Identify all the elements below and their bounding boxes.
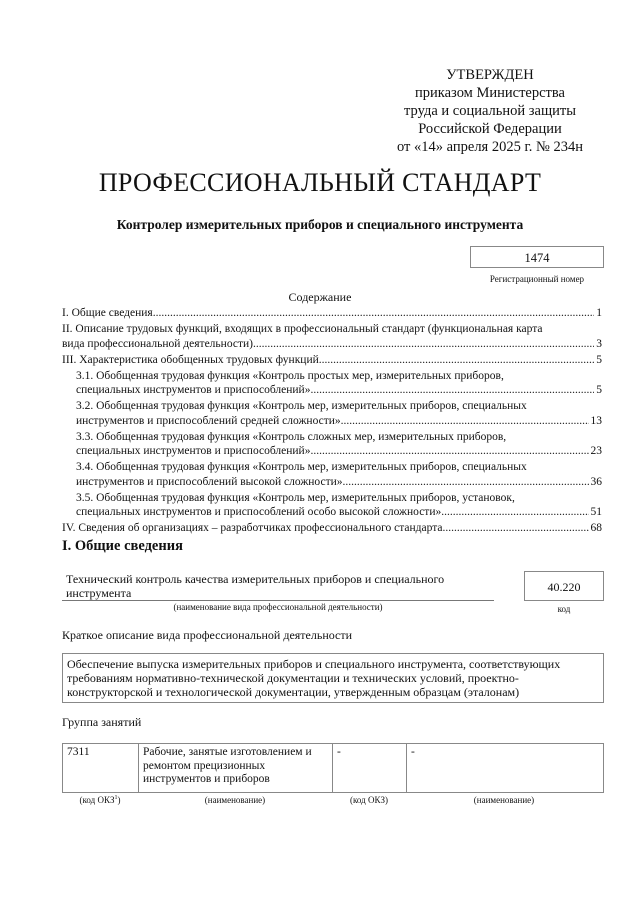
toc-leader-dots — [441, 505, 588, 520]
toc-leader-dots — [153, 306, 595, 321]
occupation-name-1: Рабочие, занятые изготовлением и ремонтом прецизионных инструментов и приборов — [139, 744, 333, 792]
toc-page-number: 3 — [596, 337, 602, 350]
toc-entry-text: III. Характеристика обобщенных трудовых функций — [62, 353, 319, 366]
toc-leader-dots — [310, 444, 588, 459]
toc-entry[interactable] — [62, 430, 602, 459]
toc-entry-text: инструментов и приспособлений высокой сложности» — [76, 475, 343, 488]
toc-entry-text: 3.5. Обобщенная трудовая функция «Контроль мер, измерительных приборов, установок, — [76, 491, 515, 504]
toc-page-number: 5 — [596, 384, 602, 396]
toc-entry[interactable] — [62, 460, 602, 489]
toc-page-number: 68 — [590, 522, 602, 534]
activity-code-caption: код — [557, 604, 571, 614]
toc-page-number: 23 — [590, 445, 602, 457]
caption-name-2: (наименование) — [473, 795, 535, 805]
toc-page-number: 1 — [596, 307, 602, 319]
toc-entry[interactable] — [62, 399, 602, 428]
toc-heading: Содержание — [288, 290, 352, 304]
caption-name-1: (наименование) — [204, 795, 266, 805]
approval-block — [370, 66, 610, 156]
toc-entry-text: I. Общие сведения — [62, 307, 153, 319]
activity-kind-underline — [62, 600, 494, 601]
toc-page-number: 51 — [590, 506, 602, 518]
document-subtitle: Контролер измерительных приборов и специального инструмента — [116, 217, 524, 232]
occupation-code-2: - — [333, 744, 407, 792]
toc-leader-dots — [319, 353, 594, 368]
activity-kind-caption: (наименование вида профессиональной деятельности) — [173, 602, 383, 612]
toc-entry-text: вида профессиональной деятельности) — [62, 337, 253, 350]
approval-line-4: Российской Федерации — [418, 121, 562, 137]
section-heading: I. Общие сведения — [62, 538, 183, 554]
table-of-contents — [62, 306, 602, 537]
toc-entry-text: 3.1. Обобщенная трудовая функция «Контроль простых мер, измерительных приборов, — [76, 369, 504, 382]
document-title: ПРОФЕССИОНАЛЬНЫЙ СТАНДАРТ — [98, 168, 542, 197]
approval-line-1: УТВЕРЖДЕН — [446, 67, 534, 83]
toc-entry-text: 3.3. Обобщенная трудовая функция «Контроль сложных мер, измерительных приборов, — [76, 430, 507, 443]
activity-kind-line-2: инструмента — [66, 586, 132, 600]
toc-entry-text: IV. Сведения об организациях – разработчиках профессионального стандарта — [62, 522, 443, 534]
toc-entry-text: II. Описание трудовых функций, входящих в профессиональный стандарт (функциональная карта — [62, 323, 543, 335]
approval-line-2: приказом Министерства — [415, 85, 565, 101]
toc-entry[interactable] — [62, 322, 602, 351]
registration-number-box: 1474 — [470, 246, 604, 268]
approval-line-5: от «14» апреля 2025 г. № 234н — [396, 139, 584, 155]
toc-leader-dots — [341, 414, 589, 429]
toc-entry-text: 3.4. Обобщенная трудовая функция «Контроль мер, измерительных приборов, специальных — [76, 461, 527, 473]
occupation-group-label: Группа занятий — [62, 715, 142, 729]
toc-leader-dots — [310, 383, 594, 398]
approval-line-3: труда и социальной защиты — [404, 103, 576, 119]
toc-entry-text: инструментов и приспособлений средней сложности» — [76, 414, 341, 427]
occupation-table — [62, 743, 604, 793]
activity-kind-line-1: Технический контроль качества измерительных приборов и специального — [66, 572, 445, 586]
toc-entry-text: специальных инструментов и приспособлений» — [76, 445, 311, 457]
short-description-label: Краткое описание вида профессиональной деятельности — [62, 628, 353, 642]
caption-code-okz-2: (код ОКЗ) — [350, 795, 388, 805]
short-description-box: Обеспечение выпуска измерительных приборов и специального инструмента, соответствующих требованиям нормативно-технической документации и технических условий, проектно-конструкторской и технологической документации, утвержденным образцам (эталонам) — [62, 653, 604, 703]
toc-page-number: 5 — [596, 353, 602, 366]
toc-entry-text: специальных инструментов и приспособлений особо высокой сложности» — [76, 506, 442, 518]
occupation-code-1: 7311 — [63, 744, 139, 792]
toc-leader-dots — [343, 475, 589, 490]
toc-leader-dots — [253, 337, 594, 352]
toc-entry[interactable] — [62, 353, 602, 368]
toc-leader-dots — [443, 521, 589, 536]
registration-number-label: Регистрационный номер — [489, 274, 585, 284]
activity-kind — [66, 572, 496, 600]
toc-entry-text: 3.2. Обобщенная трудовая функция «Контроль мер, измерительных приборов, специальных — [76, 400, 527, 412]
toc-entry[interactable] — [62, 491, 602, 520]
toc-page-number: 36 — [590, 475, 602, 488]
toc-entry[interactable] — [62, 306, 602, 321]
toc-entry[interactable] — [62, 369, 602, 398]
activity-code-box: 40.220 — [524, 571, 604, 601]
toc-page-number: 13 — [590, 414, 602, 427]
caption-code-okz-1: (код ОКЗ$^1$) — [79, 795, 121, 805]
toc-entry[interactable] — [62, 521, 602, 536]
occupation-name-2: - — [411, 746, 415, 758]
toc-entry-text: специальных инструментов и приспособлений» — [76, 384, 311, 396]
